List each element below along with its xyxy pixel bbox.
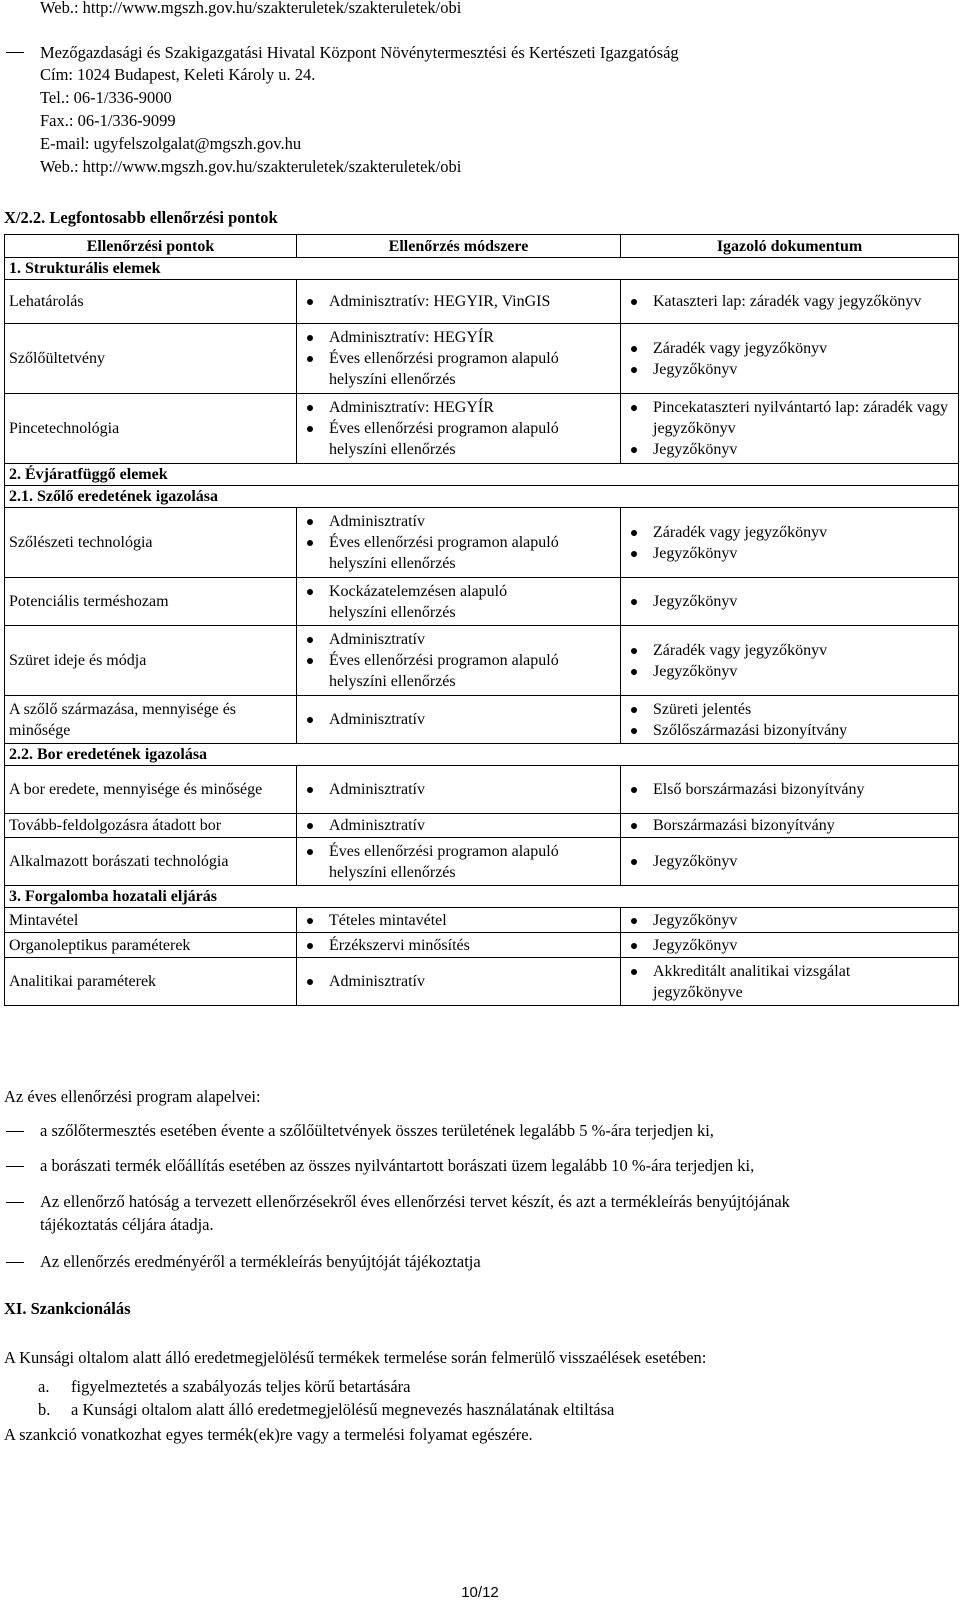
principle-item-continued: tájékoztatás céljára átadja. (40, 1215, 214, 1234)
principle-item: Az ellenőrzés eredményéről a termékleírás benyújtóját tájékoztatja (40, 1252, 481, 1271)
point-cell: Pincetechnológia (5, 394, 297, 464)
document-item: Jegyzőkönyv (653, 543, 954, 564)
table-header-row (5, 235, 959, 258)
method-cell (297, 814, 621, 838)
document-item: Szőlőszármazási bizonyítvány (653, 720, 954, 741)
document-cell (621, 280, 959, 324)
method-item: Éves ellenőrzési programon alapuló helyszíni ellenőrzés (329, 842, 559, 881)
document-cell (621, 394, 959, 464)
table-row (5, 280, 959, 324)
document-item: Jegyzőkönyv (653, 851, 954, 872)
point-cell: A bor eredete, mennyisége és minősége (5, 766, 297, 814)
principle-item: a borászati termék előállítás esetében az összes nyilvántartott borászati üzem legalább 10 %-ára terjedjen ki, (40, 1156, 755, 1175)
method-item: Éves ellenőrzési programon alapuló helyszíni ellenőrzés (329, 532, 616, 574)
method-item: Adminisztratív (329, 971, 616, 992)
list-dash (6, 1131, 24, 1132)
document-item: Jegyzőkönyv (653, 591, 954, 612)
point-cell: Organoleptikus paraméterek (5, 933, 297, 958)
page-number: 10/12 (461, 1584, 499, 1601)
document-cell (621, 933, 959, 958)
principles-heading: Az éves ellenőrzési program alapelvei: (4, 1087, 261, 1106)
method-cell (297, 578, 621, 626)
point-cell: Potenciális terméshozam (5, 578, 297, 626)
email-link[interactable]: ugyfelszolgalat@mgszh.gov.hu (93, 134, 302, 153)
method-item: Adminisztratív: HEGYÍR (329, 397, 616, 418)
sanction-marker: b. (38, 1400, 51, 1419)
document-cell (621, 578, 959, 626)
table-row (5, 626, 959, 696)
control-points-table (4, 234, 959, 1006)
method-item: Adminisztratív (329, 815, 616, 836)
list-dash (6, 1262, 24, 1263)
table-row (5, 324, 959, 394)
list-dash (6, 1166, 24, 1167)
point-cell: A szőlő származása, mennyisége és minősége (5, 696, 297, 744)
document-item: Borszármazási bizonyítvány (653, 815, 954, 836)
table-row (5, 508, 959, 578)
method-cell (297, 696, 621, 744)
method-cell (297, 626, 621, 696)
method-item: Adminisztratív: HEGYÍR (329, 327, 616, 348)
document-item: Első borszármazási bizonyítvány (653, 779, 954, 800)
method-item: Tételes mintavétel (329, 910, 616, 931)
table-row (5, 908, 959, 933)
document-item: Pincekataszteri nyilvántartó lap: záradék vagy jegyzőkönyv (653, 397, 954, 439)
method-item: Adminisztratív (329, 511, 616, 532)
document-cell (621, 838, 959, 886)
document-item: Jegyzőkönyv (653, 935, 954, 956)
method-item: Éves ellenőrzési programon alapuló helyszíni ellenőrzés (329, 418, 616, 460)
document-cell (621, 766, 959, 814)
document-item: Jegyzőkönyv (653, 439, 954, 460)
sanctions-closing: A szankció vonatkozhat egyes termék(ek)re vagy a termelési folyamat egészére. (4, 1425, 533, 1444)
section-row-market: 3. Forgalomba hozatali eljárás (5, 886, 959, 908)
organization-name: Mezőgazdasági és Szakigazgatási Hivatal Központ Növénytermesztési és Kertészeti Igazgatóság (40, 43, 679, 62)
method-item: Adminisztratív: HEGYIR, VinGIS (329, 291, 616, 312)
document-item: Záradék vagy jegyzőkönyv (653, 522, 954, 543)
method-cell (297, 933, 621, 958)
sanctions-intro: A Kunsági oltalom alatt álló eredetmegjelölésű termékek termelése során felmerülő visszaélések esetében: (4, 1348, 707, 1367)
document-item: Szüreti jelentés (653, 699, 954, 720)
method-item: Adminisztratív (329, 779, 616, 800)
document-item: Záradék vagy jegyzőkönyv (653, 640, 954, 661)
document-cell (621, 696, 959, 744)
table-row (5, 933, 959, 958)
web-prefix: Web.: (40, 157, 83, 176)
method-cell (297, 394, 621, 464)
table-row (5, 766, 959, 814)
address: Cím: 1024 Budapest, Keleti Károly u. 24. (40, 65, 316, 84)
method-cell (297, 908, 621, 933)
method-item: Adminisztratív (329, 709, 616, 730)
table-row (5, 696, 959, 744)
email-prefix: E-mail: (40, 134, 94, 153)
document-cell (621, 626, 959, 696)
method-cell (297, 958, 621, 1006)
header-control-points: Ellenőrzési pontok (5, 235, 297, 258)
section-row-grape-origin: 2.1. Szőlő eredetének igazolása (5, 486, 959, 508)
document-item: Záradék vagy jegyzőkönyv (653, 338, 954, 359)
point-cell: Mintavétel (5, 908, 297, 933)
point-cell: Tovább-feldolgozásra átadott bor (5, 814, 297, 838)
web-link[interactable]: http://www.mgszh.gov.hu/szakteruletek/szakteruletek/obi (82, 157, 462, 176)
table-row (5, 394, 959, 464)
method-cell (297, 280, 621, 324)
telephone: Tel.: 06-1/336-9000 (40, 88, 172, 107)
point-cell: Lehatárolás (5, 280, 297, 324)
header-method: Ellenőrzés módszere (297, 235, 621, 258)
point-cell: Szőlészeti technológia (5, 508, 297, 578)
document-item: Jegyzőkönyv (653, 910, 954, 931)
method-item: Kockázatelemzésen alapuló helyszíni ellenőrzés (329, 581, 559, 623)
table-row (5, 814, 959, 838)
header-document: Igazoló dokumentum (621, 235, 959, 258)
point-cell: Alkalmazott borászati technológia (5, 838, 297, 886)
method-item: Éves ellenőrzési programon alapuló helyszíni ellenőrzés (329, 650, 616, 692)
list-dash (6, 1202, 24, 1203)
document-cell (621, 324, 959, 394)
method-item: Adminisztratív (329, 629, 616, 650)
email-line (40, 133, 301, 155)
document-item: Jegyzőkönyv (653, 359, 954, 380)
fax: Fax.: 06-1/336-9099 (40, 111, 176, 130)
method-cell (297, 766, 621, 814)
method-cell (297, 508, 621, 578)
method-item: Érzékszervi minősítés (329, 935, 616, 956)
sanction-item: a Kunsági oltalom alatt álló eredetmegjelölésű megnevezés használatának eltiltása (71, 1400, 615, 1419)
point-cell: Szüret ideje és módja (5, 626, 297, 696)
document-item: Jegyzőkönyv (653, 661, 954, 682)
sanction-item: figyelmeztetés a szabályozás teljes körű betartására (71, 1377, 411, 1396)
document-item: Kataszteri lap: záradék vagy jegyzőkönyv (653, 291, 954, 312)
principle-item: a szőlőtermesztés esetében évente a szőlőültetvények összes területének legalább 5 %-ára terjedjen ki, (40, 1121, 714, 1140)
sanctions-heading: XI. Szankcionálás (4, 1299, 131, 1318)
method-item: Éves ellenőrzési programon alapuló helyszíni ellenőrzés (329, 350, 559, 388)
section-row-vintage: 2. Évjáratfüggő elemek (5, 464, 959, 486)
document-cell (621, 908, 959, 933)
web-line-top[interactable]: Web.: http://www.mgszh.gov.hu/szakteruletek/szakteruletek/obi (40, 0, 462, 17)
table-row (5, 958, 959, 1006)
section-row-wine-origin: 2.2. Bor eredetének igazolása (5, 744, 959, 766)
document-cell (621, 508, 959, 578)
document-cell (621, 814, 959, 838)
sanction-marker: a. (38, 1377, 50, 1396)
list-dash (6, 52, 24, 53)
document-cell (621, 958, 959, 1006)
point-cell: Analitikai paraméterek (5, 958, 297, 1006)
point-cell: Szőlőültetvény (5, 324, 297, 394)
table-row (5, 838, 959, 886)
section-row-structural: 1. Strukturális elemek (5, 258, 959, 280)
method-cell (297, 838, 621, 886)
principle-item: Az ellenőrző hatóság a tervezett ellenőrzésekről éves ellenőrzési tervet készít, és azt a termékleírás benyújtójának (40, 1192, 790, 1211)
method-cell (297, 324, 621, 394)
table-row (5, 578, 959, 626)
web-line (40, 156, 461, 178)
document-item: Akkreditált analitikai vizsgálat jegyzőkönyve (653, 961, 863, 1003)
section-title: X/2.2. Legfontosabb ellenőrzési pontok (4, 208, 278, 227)
